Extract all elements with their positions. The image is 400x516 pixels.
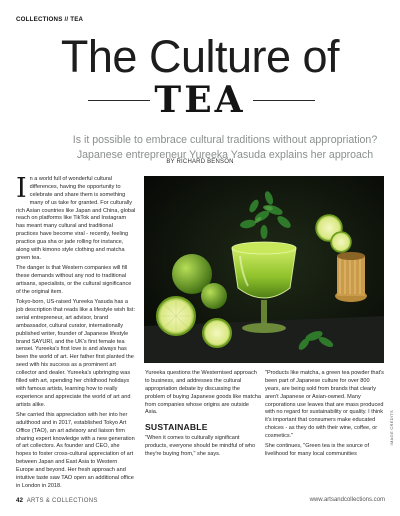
column1-paragraph-2: The danger is that Western companies will fill these demands without any nod to traditional artisans, specialists, or the cultural significance of the original item. (16, 265, 132, 295)
column2-paragraph-1: Yureeka questions the Westernised approach to business, and addresses the cultural appropriation debate by discussing the problem of buying Japanese goods like matcha from companies whose origins are outside Asia. (145, 370, 261, 416)
page-number: 42 (16, 497, 24, 504)
column1-paragraph-3: Tokyo-born, US-raised Yureeka Yasuda has a job description that reads like a lifestyle wish list: serial entrepreneur, art advisor, brand ambassador, cultural curator, internationally published writer, founder of Japanese lifestyle brand SAYURI, and the UK's first female tea sensei. Yureeka's first love is and always has been the world of art. Her father first planted the seed with his success as a prominent art collector and dealer. Yureeka's upbringing was filled with art, spending her childhood holidays with famous artists, learning how to really experience and appreciate the world of art and artists alike. (16, 299, 136, 408)
bamboo-whisk (335, 252, 367, 302)
article-column-1 (16, 173, 136, 493)
standfirst-line1: Is it possible to embrace cultural traditions without appropriation? (72, 134, 378, 146)
intro-text: n a world full of wonderful cultural differences, having the opportunity to celebrate and share them is something many of us take for granted. For culturally rich Asian countries like Japan and China, global reach on platforms like TikTok and Instagram has meant many cultural and traditional practices have become viral - recently, feeling practice gua sha or jade rolling for instance, along with kimono style clothing and matcha green tea. (16, 176, 136, 261)
section-subsection: TEA (70, 16, 84, 23)
article-column-2 (145, 370, 261, 462)
article-title-line1: The Culture of (60, 31, 340, 82)
title-rule-right (253, 100, 315, 101)
standfirst (60, 133, 390, 162)
publication-name: ARTS & COLLECTIONS (26, 498, 98, 504)
byline: BY RICHARD BENSON (166, 159, 234, 165)
intro-paragraph (16, 173, 136, 263)
image-credit: IMAGE CREDITS (389, 410, 394, 446)
article-column-3 (265, 370, 385, 462)
drop-cap: I (16, 173, 27, 204)
column3-paragraph-1: "Products like matcha, a green tea powder that's been part of Japanese culture for over 800 years, are being sold from brands that clearly aren't Japanese or Asian-owned. Many corporations use leaves that are mass produced with no regard for sustainability or quality. I think it's important that consumers make educated choices - as they do with their wine, coffee, or cosmetics." (265, 370, 384, 439)
column1-paragraph-4: She carried this appreciation with her into her adulthood and in 2017, established Tokyo Art Office (TAO), an art advisory and liaison firm sharing expert knowledge with a new generation of art collectors. As founder and CEO, she hopes to foster cross-cultural appreciation of art between Japan and East Asia to Western Europe and beyond. Her fresh approach and intuitive taste saw TAO open an additional office in London in 2018. (16, 411, 135, 489)
section-separator: // (64, 16, 69, 23)
section-tag (16, 16, 83, 23)
matcha-photo (144, 176, 384, 363)
page-footer (16, 497, 385, 504)
subheading-sustainable: SUSTAINABLE (145, 422, 208, 433)
column3-paragraph-2: She continues, "Green tea is the source of livelihood for many local communities (265, 443, 370, 458)
matcha-drink-illustration (144, 176, 384, 363)
section-name: COLLECTIONS (16, 16, 63, 23)
website-link[interactable]: www.artsandcollections.com (309, 497, 385, 503)
article-title-line2: TEA (154, 79, 246, 121)
standfirst-line2: Japanese entrepreneur Yureeka Yasuda explains her approach (76, 148, 374, 161)
column2-paragraph-2: "When it comes to culturally significant products, everyone should be mindful of who they're buying from," she says. (145, 435, 256, 458)
